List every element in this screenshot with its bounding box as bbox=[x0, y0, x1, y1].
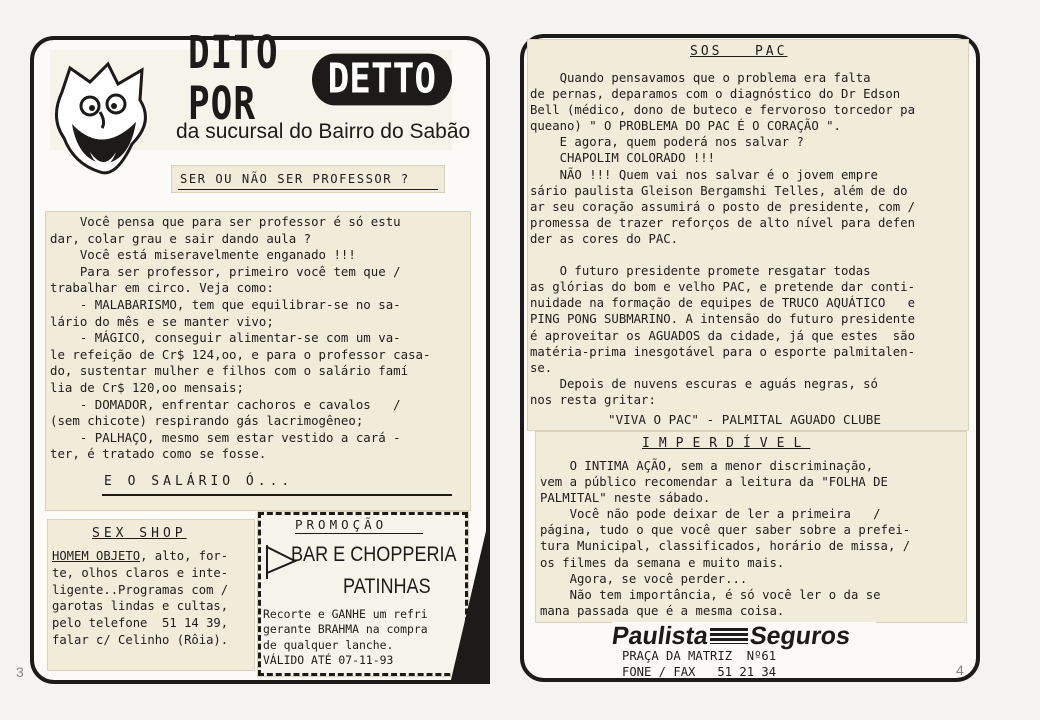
left-page-number: 3 bbox=[16, 664, 24, 680]
ad-phone: FONE / FAX 51 21 34 bbox=[622, 665, 777, 679]
ad-stripes-icon bbox=[710, 628, 748, 644]
sos-pac-title: SOS PAC bbox=[690, 44, 788, 59]
paulista-seguros-ad[interactable] bbox=[612, 622, 876, 678]
imperdivel-title: IMPERDÍVEL bbox=[642, 436, 811, 451]
sex-shop-body bbox=[52, 548, 228, 649]
promocao-body: Recorte e GANHE um refri gerante BRAHMA na compra de qualquer lanche. VÁLIDO ATÉ 07-11-93 bbox=[263, 607, 428, 668]
caricature-face-icon bbox=[50, 60, 158, 180]
ad-brand-part1: Paulista bbox=[610, 621, 710, 650]
masthead-title bbox=[188, 27, 452, 131]
sos-pac-clip bbox=[528, 40, 968, 430]
right-page-number: 4 bbox=[956, 662, 964, 678]
sex-shop-title: SEX SHOP bbox=[92, 526, 187, 541]
masthead-title-part1: DITO POR bbox=[188, 27, 279, 131]
ad-brand bbox=[612, 622, 850, 650]
article-rule bbox=[102, 494, 452, 496]
article-closing: E O SALÁRIO Ó... bbox=[104, 474, 294, 489]
ad-brand-part2: Seguros bbox=[747, 621, 852, 650]
sex-shop-lead: HOMEM OBJETO bbox=[52, 549, 141, 563]
bar-name-line2: PATINHAS bbox=[343, 575, 431, 598]
promocao-coupon[interactable] bbox=[258, 512, 468, 676]
promocao-title: PROMOÇÃO bbox=[295, 517, 388, 532]
article-body: Você pensa que para ser professor é só estu dar, colar grau e sair dando aula ? Você está miseravelmente enganado !!! Para ser professor, primeiro você tem que / trabalhar em circo. Veja como: - MALABARISMO, tem que equilibrar-se no sa- lário do mês e se manter vivo; - MÁGICO, conseguir alimentar-se com um va- le refeição de Cr$ 124,oo, e para o professor casa- do, sustentar mulher e filhos com o salário famí lia de Cr$ 120,oo mensais; - DOMADOR, enfrentar cachoros e cavalos / (sem chicote) respirando gás lacrimogêneo; - PALHAÇO, mesmo sem estar vestido a cará - ter, é tratado como se fosse. bbox=[50, 214, 431, 462]
masthead-title-part2: DETTO bbox=[312, 53, 452, 105]
imperdivel-body: O INTIMA AÇÃO, sem a menor discriminação, vem a público recomendar a leitura da "FOLHA DE PALMITAL" neste sábado. Você não pode deixar de ler a primeira / página, tudo o que você quer saber sobre a prefei- tura Municipal, classificados, horário de missa, / os filmes da semana e muito mais. Agora, se você perder... Não tem importância, é só você ler o da se mana passada que é a mesma coisa. bbox=[540, 459, 911, 618]
masthead-subtitle: da sucursal do Bairro do Sabão bbox=[176, 120, 471, 143]
promocao-title-underline bbox=[295, 533, 423, 534]
ad-address: PRAÇA DA MATRIZ Nº61 bbox=[622, 649, 777, 663]
sex-shop-clip bbox=[48, 520, 254, 670]
left-page bbox=[30, 27, 490, 684]
article-clip bbox=[46, 212, 470, 510]
masthead-clip bbox=[50, 27, 471, 150]
imperdivel-clip bbox=[536, 432, 966, 622]
left-page-corner bbox=[450, 514, 490, 684]
right-page bbox=[520, 34, 980, 682]
sos-pac-body: Quando pensavamos que o problema era falta de pernas, deparamos com o diagnóstico do Dr Edson Bell (médico, dono de buteco e fervoroso torcedor pa queano) " O PROBLEMA DO PAC É O CORAÇÃO ". E agora, quem poderá nos salvar ? CHAPOLIM COLORADO !!! NÃO !!! Quem vai nos salvar é o jovem empre sário paulista Gleison Bergamshi Telles, além de do ar seu coração assumirá o posto de presidente, com / promessa de trazer reforços de alto nível para defen der as cores do PAC. O futuro presidente promete resgatar todas as glórias do bom e velho PAC, e pretende dar conti- nuidade na formação de equipes de TRUCO AQUÁTICO e PING PONG SUBMARINO. A intensão do futuro presidente é aproveitar os AGUADOS da cidade, já que estes são matéria-prima inesgotável para o esporte palmitalen- se. Depois de nuvens escuras e aguás negras, só nos resta gritar: bbox=[530, 71, 915, 407]
headline-clip bbox=[172, 166, 444, 192]
article-headline: SER OU NÃO SER PROFESSOR ? bbox=[180, 172, 410, 186]
sos-pac-closing: "VIVA O PAC" - PALMITAL AGUADO CLUBE bbox=[608, 412, 881, 427]
sex-shop-text: , alto, for- te, olhos claros e inte- ligente..Programas com / garotas lindas e cultas, pelo telefone 51 14 39, falar c/ Celinho (Rôia). bbox=[52, 549, 229, 647]
bar-name-line1: BAR E CHOPPERIA bbox=[291, 543, 457, 566]
headline-underline bbox=[178, 189, 438, 190]
